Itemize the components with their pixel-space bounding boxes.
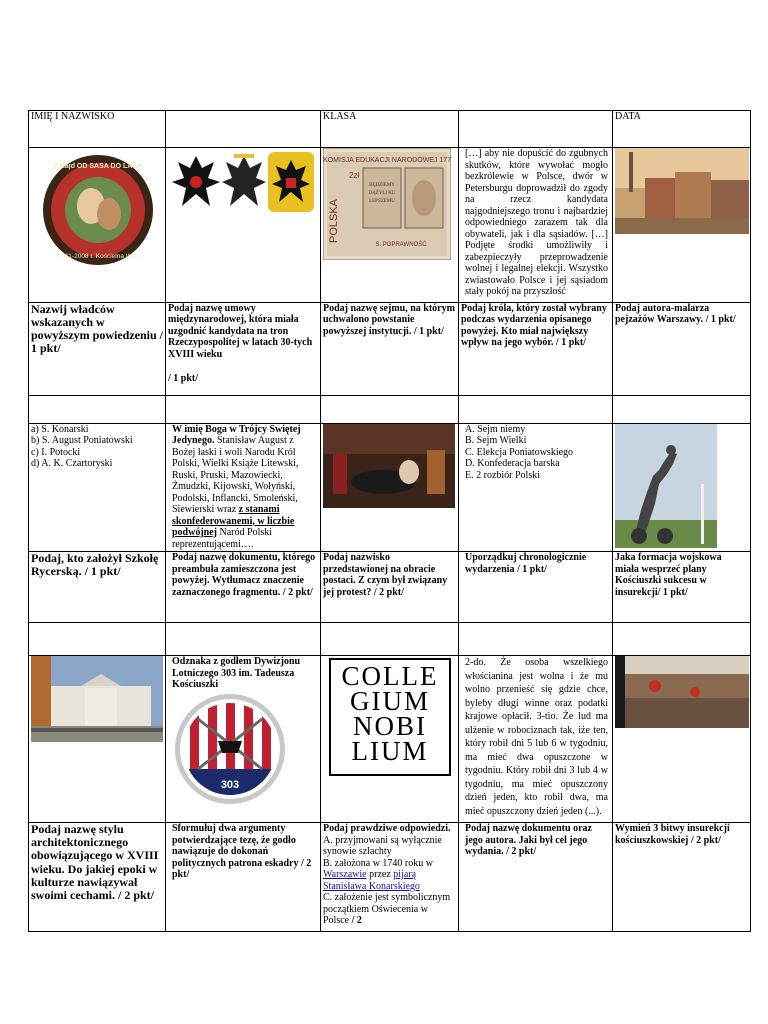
question-row-1: [29, 302, 751, 395]
piarist-link[interactable]: pijarą: [393, 869, 417, 880]
konarski-link[interactable]: Stanisława Konarskiego: [323, 880, 420, 892]
question-row-3: [29, 823, 751, 932]
rejtan-painting-image: [323, 424, 455, 508]
question-king: Podaj króla, który został wybrany podczas wydarzenia opisanego powyżej. Kto miał największy wpływ na jego wybór. / 1 pkt/: [459, 302, 613, 395]
rejtan-painting-cell: [321, 423, 459, 552]
event-e: E. 2 rozbiór Polski: [465, 469, 540, 481]
warsaw-painting-image: [615, 148, 749, 234]
black-eagle-icon: [172, 156, 220, 206]
question-sejm: Podaj nazwę sejmu, na którym uchwalono powstanie powyższej instytucji. / 1 pkt/: [321, 302, 459, 395]
quote-cell: [459, 148, 613, 303]
battle-painting-cell: [613, 656, 751, 823]
empty-header-cell: [459, 111, 613, 148]
collegium-nobilium-logo: COLLE GIUM NOBI LIUM: [329, 658, 451, 776]
question-painter: Podaj autora-malarza pejzażów Warszawy. / 1 pkt/: [613, 302, 751, 395]
question-row-2: [29, 552, 751, 623]
warsaw-link[interactable]: Warszawie: [323, 869, 367, 880]
question-knight-school: Podaj, kto założył Szkołę Rycerską. / 1 pkt/: [29, 552, 166, 623]
rally-badge-image: [31, 148, 164, 298]
prussian-eagle-icon: [222, 154, 266, 206]
svg-text:DĄŻYLI KU: DĄŻYLI KU: [368, 191, 396, 196]
name-header: IMIĘ I NAZWISKO: [29, 111, 166, 148]
coats-of-arms-image: [168, 148, 318, 218]
option-a: a) S. Konarski: [31, 423, 89, 435]
class-header: KLASA: [321, 111, 459, 148]
constitution-preamble-cell: [166, 423, 321, 552]
squadron-badge-cell: Odznaka z godłem Dywizjonu Lotniczego 303 im. Tadeusza Kościuszki 303: [166, 656, 321, 823]
polaniec-manifesto-text: 2-do. Że osoba wszelkiego włościanina jest wolna i że mu wolno przenieść się gdzie chce, byleby długi winne oraz podatki krajowe opłacił. 3-tio. Że lud ma ulżenie w robociznach tak, iże ten, który robił dni 5 lub 6 w tygodniu, ma mieć dwa opuszczone w tygodniu. Który robił dni 3 lub 4 w tygodniu, ma mieć opuszczony dzień jeden, kto robił dwa, ma mieć opuszczony dzień jeden (...).: [465, 657, 608, 817]
question-collegium: Podaj prawdziwe odpowiedzi. A. przyjmowani są wyłącznie synowie szlachty B. założona w 1740 roku w Warszawie przez pijarą Stanisława Konarskiego C. założenie jest symbolicznym początkiem Oświecenia w Polsce / 2: [321, 823, 459, 932]
answer-cell[interactable]: [166, 623, 321, 656]
content-row-3: [29, 656, 751, 823]
svg-text:II Rajd OD SASA DO LASA: II Rajd OD SASA DO LASA: [53, 163, 143, 170]
svg-text:KOMISJA EDUKACJI NARODOWEJ 177: KOMISJA EDUKACJI NARODOWEJ 1773: [323, 157, 451, 164]
svg-text:POLSKA: POLSKA: [328, 198, 340, 243]
question-manifesto: Podaj nazwę dokumentu oraz jego autora. Jaki był cel jego wydania. / 2 pkt/: [459, 823, 613, 932]
blank-row-2: [29, 623, 751, 656]
option-b: b) S. August Poniatowski: [31, 435, 133, 446]
manifesto-cell: [459, 656, 613, 823]
answer-cell[interactable]: [321, 395, 459, 423]
russian-eagle-icon: [268, 152, 314, 212]
palace-image: [31, 656, 163, 742]
svg-text:LEPSZEMU: LEPSZEMU: [369, 199, 395, 204]
option-d: d) A. K. Czartoryski: [31, 458, 113, 469]
content-row-2: [29, 423, 751, 552]
answer-cell[interactable]: [29, 623, 166, 656]
collegium-logo-cell: [321, 656, 459, 823]
blank-row-1: [29, 395, 751, 423]
answer-cell[interactable]: [166, 395, 321, 423]
constitution-preamble: W imię Boga w Trójcy Świętej Jedynego. Stanisław August z Bożej łaski i woli Narodu Król Polski, Wielki Książe Litewski, Ruski, Pruski, Mazowiecki, Żmudzki, Kijowski, Wołyński, Podolski, Inflancki, Smoleński, Siewierski wraz z stanami skonfederowanemi, w liczbie podwójnej Naród Polski reprezentującemi….: [172, 423, 301, 550]
empty-header-cell: [166, 111, 321, 148]
question-formation: Jaka formacja wojskowa miała wesprzeć plany Kościuszki sukcesu w insurekcji/ 1 pkt/: [613, 552, 751, 623]
squadron-303-badge-image: [168, 691, 288, 809]
svg-text:22-11-2008 r. Kościelna Wieś: 22-11-2008 r. Kościelna Wieś: [55, 253, 141, 260]
options-cell: [29, 423, 166, 552]
question-rulers: Nazwij władców wskazanych w powyższym powiedzeniu / 1 pkt/: [29, 302, 166, 395]
image-row-1: [29, 148, 751, 303]
question-document: Podaj nazwę dokumentu, którego preambuła zamieszczona jest powyżej. Wytłumacz znaczenie zaznaczonego fragmentu. / 2 pkt/: [166, 552, 321, 623]
quiz-table: [28, 110, 751, 932]
question-treaty: Podaj nazwę umowy międzynarodowej, która miała uzgodnić kandydata na tron Rzeczypospolitej w latach 30-tych XVIII wieku / 1 pkt/: [166, 302, 321, 395]
question-chronology: Uporządkuj chronologicznie wydarzenia / 1 pkt/: [459, 552, 613, 623]
svg-text:303: 303: [220, 778, 240, 791]
event-d: D. Konfederacja barska: [465, 458, 560, 469]
ken-stamp-image: [323, 148, 451, 260]
answer-cell[interactable]: [29, 395, 166, 423]
date-header: DATA: [613, 111, 751, 148]
question-arguments: Sformułuj dwa argumenty potwierdzające tezę, że godło nawiązuje do dokonań politycznych patrona eskadry / 2 pkt/: [166, 823, 321, 932]
rally-badge-cell: [29, 148, 166, 303]
svg-text:2zł: 2zł: [349, 171, 360, 180]
warsaw-painting-cell: [613, 148, 751, 303]
answer-cell[interactable]: [459, 623, 613, 656]
question-battles: Wymień 3 bitwy insurekcji kościuszkowskiej / 2 pkt/: [613, 823, 751, 932]
eagles-cell: [166, 148, 321, 303]
monument-cell: [613, 423, 751, 552]
option-c: c) I. Potocki: [31, 446, 81, 458]
events-cell: [459, 423, 613, 552]
event-a: A. Sejm niemy: [465, 423, 526, 435]
header-row: [29, 111, 751, 148]
svg-text:S. POPRAWNOŚĆ: S. POPRAWNOŚĆ: [375, 242, 427, 248]
svg-text:BĘDZIEMY: BĘDZIEMY: [369, 183, 395, 188]
answer-cell[interactable]: [459, 395, 613, 423]
palace-cell: [29, 656, 166, 823]
event-c: C. Elekcja Poniatowskiego: [465, 446, 574, 458]
question-figure: Podaj nazwisko przedstawionej na obracie postaci. Z czym był związany jej protest? / 2 pkt/: [321, 552, 459, 623]
monument-image: [615, 424, 717, 548]
election-quote: […] aby nie dopuścić do zgubnych skutków, które wywołać mogło bezkrólewie w Polsce, dwór w Petersburgu doprowadził do zgody na rzecz kandydata najgodniejszego tronu i najbardziej odpowiedniego zarazem tak dla obywateli, jak i dla sąsiadów. […] Podjęte środki umożliwiły i zabezpieczyły przeprowadzenie wolnej i legalnej elekcji. Wszystko zwiastowało Polsce i jej sąsiadom stały pokój na przyszłość: [465, 148, 608, 297]
question-architecture: Podaj nazwę stylu architektonicznego obowiązującego w XVIII wieku. Do jakiej epoki w kulturze nawiązywał swoimi cechami. / 2 pkt/: [29, 823, 166, 932]
stamp-cell: [321, 148, 459, 303]
answer-cell[interactable]: [613, 623, 751, 656]
answer-cell[interactable]: [613, 395, 751, 423]
answer-cell[interactable]: [321, 623, 459, 656]
event-b: B. Sejm Wielki: [465, 435, 527, 446]
battle-painting-image: [615, 656, 749, 728]
